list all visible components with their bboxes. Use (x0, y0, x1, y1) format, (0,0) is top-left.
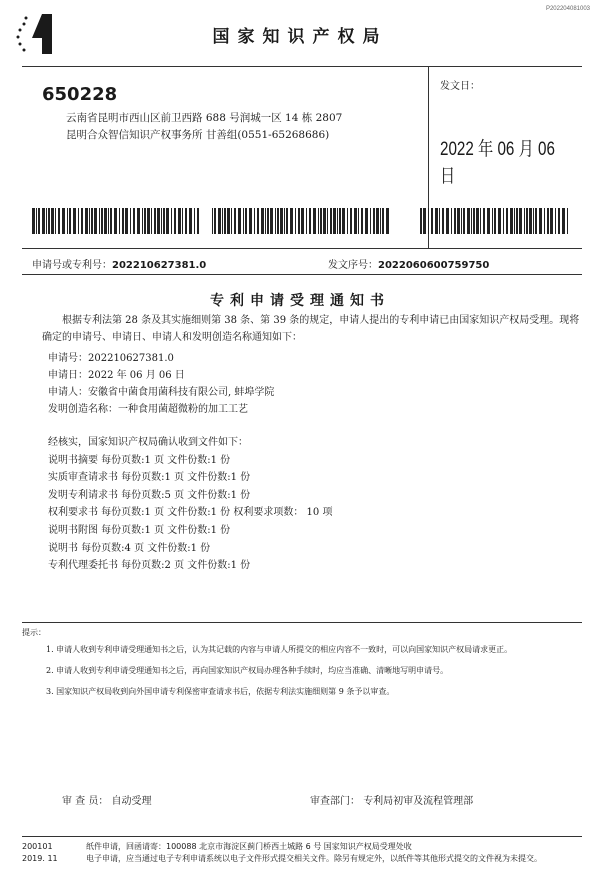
office-name: 国家知识产权局 (212, 27, 388, 47)
field-applicant: 申请人：安徽省中菌食用菌科技有限公司, 蚌埠学院 (48, 387, 275, 398)
file-item: 实质审查请求书 每份页数:1 页 文件份数:1 份 (48, 472, 251, 484)
tips-label: 提示： (22, 628, 46, 637)
recipient-address (66, 110, 342, 144)
file-item: 发明专利请求书 每份页数:5 页 文件份数:1 份 (48, 489, 251, 501)
rule (22, 274, 582, 275)
address-line: 昆明合众智信知识产权事务所 甘善组(0551-65268686) (66, 129, 330, 141)
footer-line: 电子申请，应当通过电子专利申请系统以电子文件形式提交相关文件。除另有规定外，以纸件等其他形式提交的文件视为未提交。 (86, 854, 542, 863)
file-item: 说明书附图 每份页数:1 页 文件份数:1 份 (48, 524, 231, 536)
barcode (420, 208, 570, 234)
field-filing-date: 申请日：2022 年 06 月 06 日 (48, 370, 185, 381)
file-item: 说明书 每份页数:4 页 文件份数:1 份 (48, 542, 211, 554)
footer-line: 纸件申请，回函请寄：100088 北京市海淀区蓟门桥西土城路 6 号 国家知识产权局受理处收 (86, 842, 412, 851)
intro-paragraph: 根据专利法第 28 条及其实施细则第 38 条、第 39 条的规定，申请人提出的专利申请已由国家知识产权局受理。现将确定的申请号、申请日、申请人和发明创造名称通知如下： (42, 315, 580, 343)
tip-item: 1. 申请人收到专利申请受理通知书之后，认为其记载的内容与申请人所提交的相应内容不一致时，可以向国家知识产权局请求更正。 (46, 645, 513, 654)
footer-codes: 200101 2019. 11 (22, 842, 58, 863)
app-no: 202210627381.0 (112, 260, 207, 271)
file-item: 说明书摘要 每份页数:1 页 文件份数:1 份 (48, 454, 231, 466)
top-rule (22, 66, 582, 67)
received-files (48, 434, 332, 575)
file-item: 专利代理委托书 每份页数:2 页 文件份数:1 份 (48, 560, 251, 572)
footer-rule (22, 836, 582, 837)
send-date: 2022 年 06 月 06 日 (440, 139, 555, 187)
field-application-number: 申请号：202210627381.0 (48, 353, 174, 364)
examiner-row: 审 查 员： 自动受理 (62, 796, 152, 807)
application-number-row (32, 256, 206, 271)
address-line: 云南省昆明市西山区前卫西路 688 号润城一区 14 栋 2807 (66, 112, 343, 124)
send-serial-label: 发文序号： (328, 260, 378, 271)
tip-item: 2. 申请人收到专利申请受理通知书之后，再向国家知识产权局办理各种手续时，均应当准确、清晰地写明申请号。 (46, 666, 449, 675)
barcode (212, 208, 392, 234)
file-item: 权利要求书 每份页数:1 页 文件份数:1 份 权利要求项数： 10 项 (48, 507, 333, 519)
send-serial: 2022060600759750 (378, 260, 490, 271)
department-row: 审查部门： 专利局初审及流程管理部 (310, 796, 474, 807)
barcode (32, 208, 202, 234)
send-date-label: 发文日： (440, 81, 480, 92)
document-id: P202204081003 (545, 6, 590, 12)
app-no-label: 申请号或专利号： (32, 260, 112, 271)
notice-title: 专利申请受理通知书 (210, 293, 390, 309)
tips-section (22, 626, 582, 698)
examiner: 自动受理 (111, 796, 152, 807)
department: 专利局初审及流程管理部 (363, 796, 474, 807)
send-serial-row (328, 256, 489, 271)
postcode: 650228 (42, 84, 118, 105)
rule (22, 622, 582, 623)
field-invention-title: 发明创造名称：一种食用菌超微粉的加工工艺 (48, 404, 248, 415)
tip-item: 3. 国家知识产权局收到向外国申请专利保密审查请求书后，依据专利法实施细则第 9 条予以审查。 (46, 687, 395, 696)
confirm-text: 经核实，国家知识产权局确认收到文件如下： (48, 437, 248, 448)
footer-notice (86, 841, 586, 865)
rule (22, 248, 582, 249)
